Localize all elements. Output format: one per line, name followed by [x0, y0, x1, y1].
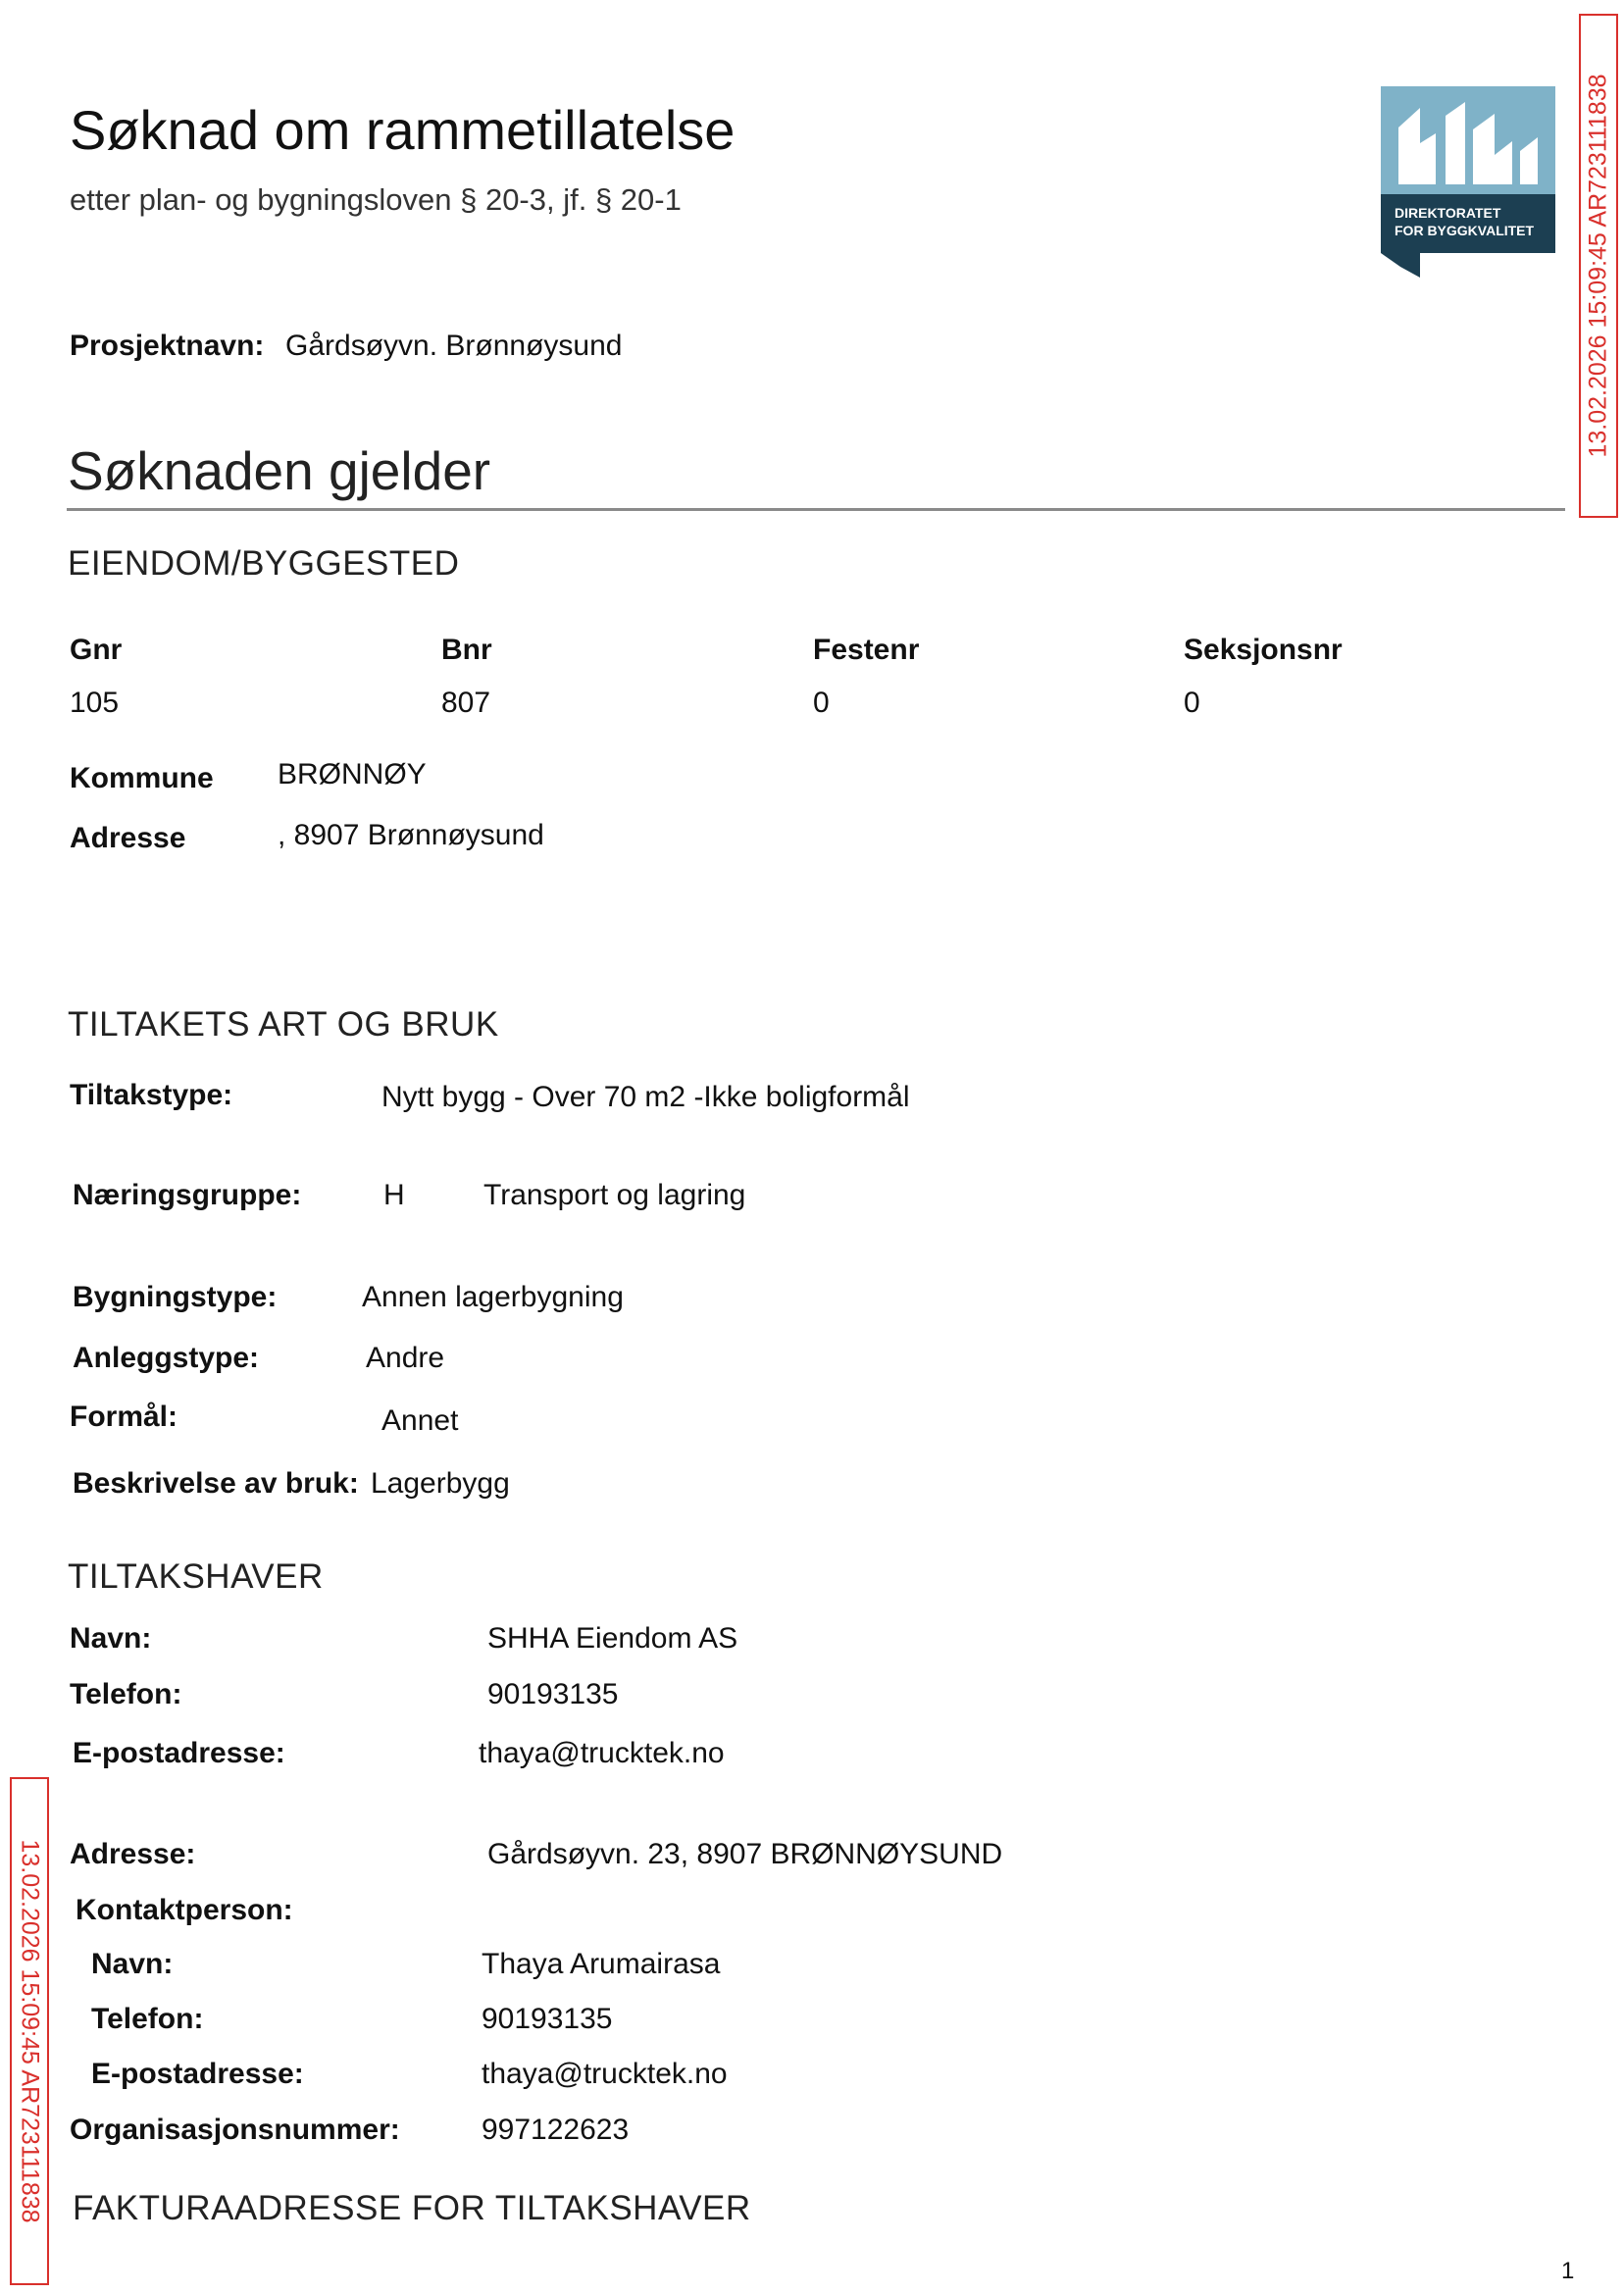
- kontakt-navn-label: Navn:: [91, 1948, 174, 1980]
- stamp-text: 13.02.2026 15:09:45 AR723111838: [1584, 74, 1612, 458]
- navn-label: Navn:: [70, 1622, 152, 1655]
- page-number: 1: [1561, 2258, 1575, 2284]
- adresse-value: , 8907 Brønnøysund: [278, 819, 544, 851]
- timestamp-stamp-top: [1579, 14, 1618, 518]
- formal-value: Annet: [381, 1404, 459, 1437]
- bygningstype-label: Bygningstype:: [73, 1281, 278, 1313]
- kommune-label: Kommune: [70, 762, 214, 794]
- orgnr-label: Organisasjonsnummer:: [70, 2114, 400, 2146]
- naeringsgruppe-label: Næringsgruppe:: [73, 1179, 302, 1211]
- tiltakshaver-adresse-value: Gårdsøyvn. 23, 8907 BRØNNØYSUND: [487, 1838, 1003, 1870]
- telefon-value: 90193135: [487, 1678, 619, 1710]
- naeringsgruppe-value: Transport og lagring: [483, 1179, 746, 1211]
- kontakt-telefon-value: 90193135: [482, 2003, 613, 2035]
- kontakt-navn-value: Thaya Arumairasa: [482, 1948, 721, 1980]
- logo-text-line2: FOR BYGGKVALITET: [1395, 223, 1535, 238]
- seksjonsnr-label: Seksjonsnr: [1184, 634, 1343, 666]
- anleggstype-label: Anleggstype:: [73, 1342, 260, 1374]
- document-title: Søknad om rammetillatelse: [70, 99, 736, 161]
- timestamp-stamp-left: [10, 1777, 49, 2285]
- kontakt-epost-value: thaya@trucktek.no: [482, 2058, 728, 2090]
- bnr-label: Bnr: [441, 634, 492, 666]
- anleggstype-value: Andre: [366, 1342, 445, 1374]
- adresse-label: Adresse: [70, 822, 186, 854]
- dibk-logo: [1381, 86, 1555, 278]
- telefon-label: Telefon:: [70, 1678, 182, 1710]
- bnr-value: 807: [441, 687, 491, 719]
- beskrivelse-label: Beskrivelse av bruk:: [73, 1467, 359, 1500]
- project-name-label: Prosjektnavn:: [70, 330, 265, 362]
- faktura-heading: FAKTURAADRESSE FOR TILTAKSHAVER: [73, 2189, 751, 2227]
- epost-value: thaya@trucktek.no: [479, 1737, 725, 1769]
- stamp-text: 13.02.2026 15:09:45 AR723111838: [16, 1839, 44, 2223]
- logo-text-line1: DIREKTORATET: [1395, 205, 1501, 221]
- naeringsgruppe-code: H: [383, 1179, 405, 1211]
- kontakt-telefon-label: Telefon:: [91, 2003, 204, 2035]
- seksjonsnr-value: 0: [1184, 687, 1200, 719]
- tiltakstype-value: Nytt bygg - Over 70 m2 -Ikke boligformål: [381, 1081, 910, 1113]
- logo-ribbon: [1381, 253, 1420, 278]
- festenr-value: 0: [813, 687, 830, 719]
- gnr-label: Gnr: [70, 634, 123, 666]
- section-heading: Søknaden gjelder: [68, 440, 491, 501]
- kontaktperson-label: Kontaktperson:: [76, 1894, 293, 1926]
- tiltakshaver-heading: TILTAKSHAVER: [68, 1557, 324, 1596]
- project-name-value: Gårdsøyvn. Brønnøysund: [285, 330, 623, 362]
- orgnr-value: 997122623: [482, 2114, 630, 2146]
- beskrivelse-value: Lagerbygg: [371, 1467, 510, 1500]
- eiendom-heading: EIENDOM/BYGGESTED: [68, 544, 460, 583]
- tiltakstype-label: Tiltakstype:: [70, 1079, 233, 1111]
- kontakt-epost-label: E-postadresse:: [91, 2058, 304, 2090]
- bygningstype-value: Annen lagerbygning: [362, 1281, 624, 1313]
- section-divider: [67, 508, 1565, 511]
- navn-value: SHHA Eiendom AS: [487, 1622, 738, 1655]
- tiltak-heading: TILTAKETS ART OG BRUK: [68, 1005, 499, 1044]
- festenr-label: Festenr: [813, 634, 920, 666]
- formal-label: Formål:: [70, 1401, 178, 1433]
- kommune-value: BRØNNØY: [278, 758, 427, 790]
- tiltakshaver-adresse-label: Adresse:: [70, 1838, 196, 1870]
- gnr-value: 105: [70, 687, 120, 719]
- epost-label: E-postadresse:: [73, 1737, 285, 1769]
- document-subtitle: etter plan- og bygningsloven § 20-3, jf. § 20-1: [70, 182, 682, 217]
